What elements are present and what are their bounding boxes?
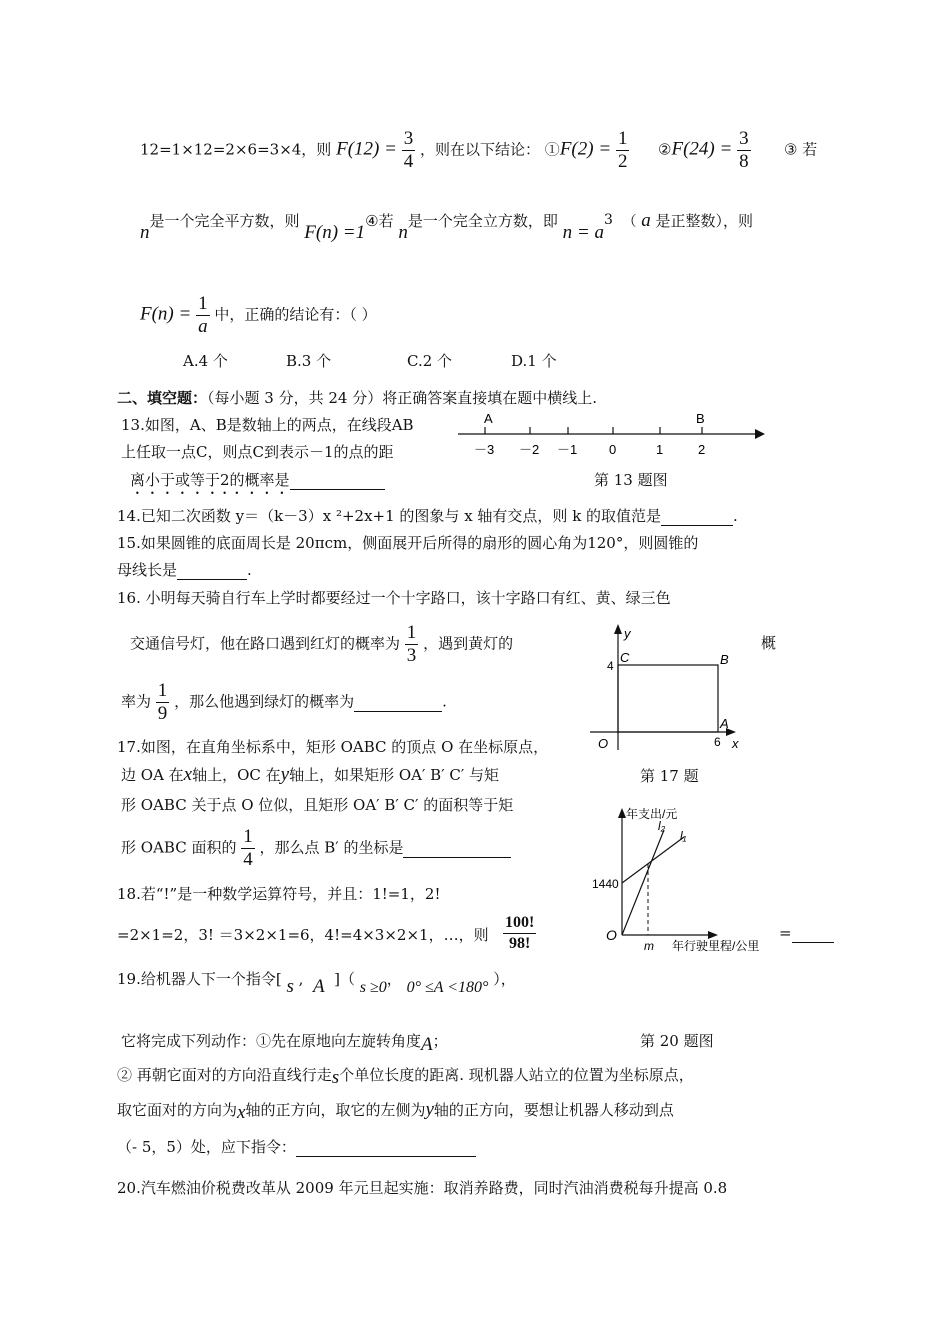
- q13-line2: 上任取一点C，则点C到表示－1的点的距: [121, 443, 394, 461]
- answer-blank: [290, 471, 385, 490]
- y-value-label: 1440: [592, 877, 619, 891]
- point-a-label: A: [720, 716, 729, 731]
- q17-figure: [590, 622, 760, 757]
- q12-line3-frac: [196, 293, 210, 338]
- line-l1: [622, 837, 684, 883]
- x-label: 年行驶里程/公里: [672, 939, 760, 953]
- q17-text: 轴上，如果矩形 OA′ B′ C′ 与矩: [289, 766, 500, 784]
- q12-text: 是一个完全立方数，即: [407, 212, 558, 230]
- point-a-label: A: [484, 411, 493, 426]
- q15-text: 母线长是: [117, 561, 178, 579]
- tick-label: －3: [474, 442, 495, 457]
- q12-c2: F(24) =: [671, 138, 733, 160]
- var-y: y: [425, 1099, 434, 1120]
- q12-text: 中，正确的结论有：（ ）: [214, 305, 377, 324]
- section-heading: [117, 387, 597, 408]
- q12-option-b: B.3 个: [286, 352, 332, 370]
- tick-label: －1: [557, 442, 578, 457]
- answer-blank: [661, 507, 733, 526]
- q12-option-a: A.4 个: [183, 352, 228, 370]
- l1-label: l₁: [680, 829, 687, 843]
- q15-line2: 母线长是 .: [117, 561, 252, 579]
- q17-line3: 形 OABC 关于点 O 位似，且矩形 OA′ B′ C′ 的面积等于矩: [121, 796, 514, 814]
- q12-eq: n = a: [562, 222, 604, 243]
- q17-line2: [121, 764, 499, 786]
- x-value-label: 6: [714, 735, 721, 749]
- q12-text: ，则在以下结论：: [420, 140, 541, 159]
- point-b-label: B: [720, 652, 729, 667]
- q17-text: 边 OA 在: [121, 766, 184, 784]
- q19-text: （- 5，5）处，应下指令：: [117, 1138, 296, 1156]
- q17-text: 轴上，OC 在: [192, 766, 281, 784]
- q15-line1: 15.如果圆锥的底面周长是 20πcm，侧面展开后所得的扇形的圆心角为120°，则圆锥的: [117, 534, 699, 552]
- point-c-label: C: [620, 650, 630, 665]
- q16-frac: [156, 680, 170, 725]
- tick-label: 2: [698, 442, 706, 457]
- q12-mark: ③ 若: [784, 140, 818, 159]
- q12-c1: F(2) =: [559, 138, 612, 160]
- q12-c2-frac: [737, 128, 751, 173]
- tick-label: －2: [519, 442, 540, 457]
- q19-text: ），: [493, 970, 516, 988]
- q13-text: 离小于或等于2的概率是: [130, 471, 290, 489]
- q19-text: 取它面对的方向为: [117, 1101, 238, 1119]
- frac-num: 100!: [503, 913, 536, 934]
- q19-text: 个单位长度的距离. 现机器人站立的位置为坐标原点，: [339, 1066, 694, 1084]
- q17-text: ，那么点 B′ 的坐标是: [259, 838, 404, 857]
- var-n: n: [140, 222, 150, 243]
- var-a: A: [312, 976, 325, 997]
- number-line-figure: [450, 408, 770, 466]
- var-y: y: [280, 764, 290, 785]
- q18-line2: =2×1=2，3! ＝3×2×1=6，4!=4×3×2×1，…，则: [117, 926, 489, 944]
- arrow-icon: [614, 624, 622, 634]
- q16-trailing: 概: [761, 634, 777, 652]
- q19-text: 轴的正方向，要想让机器人移动到点: [433, 1101, 674, 1119]
- frac-num: 1: [198, 293, 208, 314]
- tick-label: 0: [609, 442, 617, 457]
- q18-frac: [503, 913, 536, 954]
- q16-text: 交通信号灯，他在路口遇到红灯的概率为: [130, 634, 401, 653]
- l2-label: l₂: [658, 819, 666, 833]
- frac-num: 1: [406, 622, 417, 643]
- frac-den: 4: [243, 849, 253, 870]
- y-value-label: 4: [607, 659, 614, 673]
- frac-num: 3: [739, 128, 749, 149]
- q12-text: 是一个完全平方数，则: [149, 212, 300, 230]
- var-x: x: [237, 1102, 246, 1123]
- q19-line1: 19.给机器人下一个指令[ s , A ]（ s ≥0， 0° ≤A <180° ），: [117, 970, 516, 997]
- tick-label: 1: [656, 442, 664, 457]
- frac-num: 1: [243, 826, 253, 847]
- q17-frac: [241, 826, 255, 871]
- q19-line5: [117, 1136, 476, 1157]
- q19-text: ]（: [334, 970, 355, 988]
- frac-num: 1: [157, 680, 168, 701]
- arrow-icon: [755, 429, 765, 439]
- q19-text: 轴的正方向，取它的左侧为: [245, 1101, 426, 1119]
- q12-fn: F(n) =: [140, 303, 192, 325]
- answer-blank: [177, 561, 247, 580]
- q12-text: ④若: [365, 212, 394, 230]
- y-label: 年支出/元: [626, 807, 678, 821]
- point-b-label: B: [696, 411, 705, 426]
- q16-frac: [405, 622, 419, 667]
- origin-label: O: [606, 927, 617, 943]
- factorial-frac: [503, 913, 536, 954]
- q16-line1: 16. 小明每天骑自行车上学时都要经过一个十字路口，该十字路口有红、黄、绿三色: [117, 589, 671, 607]
- q19-text: 19.给机器人下一个指令[: [117, 970, 282, 988]
- q16-text: ，那么他遇到绿灯的概率为: [174, 692, 355, 711]
- frac-den: 9: [157, 703, 168, 724]
- var-s: s: [331, 1067, 340, 1088]
- q12-text: 12=1×12=2×6=3×4，则: [140, 140, 332, 159]
- q20-figure: [592, 800, 772, 955]
- q16-text: ，遇到黄灯的: [423, 634, 514, 653]
- q16-line2: [130, 622, 513, 667]
- q19-text: ② 再朝它面对的方向沿直线行走: [117, 1066, 332, 1084]
- var-s: s: [286, 976, 294, 997]
- q16-text: 率为: [121, 692, 152, 711]
- y-label: y: [624, 626, 631, 641]
- arrow-icon: [618, 808, 626, 818]
- q19-text: ；: [432, 1032, 448, 1050]
- q12-line3: [140, 293, 377, 338]
- frac-num: 1: [617, 128, 628, 149]
- rectangle-oabc: [618, 665, 718, 732]
- answer-blank: [792, 924, 834, 943]
- frac-den: 4: [403, 151, 414, 172]
- q12-mark: ②: [658, 140, 672, 159]
- q13-line1: 13.如图，A、B是数轴上的两点，在线段AB: [121, 416, 414, 434]
- q14-text: 14.已知二次函数 y＝（k－3）x ²+2x+1 的图象与 x 轴有交点，则 k 的取值范是: [117, 507, 662, 525]
- q19-line4: [117, 1099, 674, 1121]
- q17-text: 形 OABC 面积的: [121, 838, 237, 857]
- line-l2: [622, 830, 664, 935]
- q12-f12-frac: [402, 128, 416, 173]
- q12-line2: [140, 208, 754, 243]
- frac-den: 8: [739, 151, 749, 172]
- cond-a: 0° ≤A <180°: [406, 979, 489, 996]
- q12-text: 是正整数），则: [655, 212, 754, 230]
- q18-answer: [779, 924, 834, 943]
- q14-line: 14.已知二次函数 y＝（k－3）x ²+2x+1 的图象与 x 轴有交点，则 k 的取值范是 .: [117, 507, 738, 525]
- q17-line4: [121, 826, 511, 871]
- frac-den: 2: [617, 151, 628, 172]
- exponent: 3: [604, 212, 613, 228]
- q12-mark: ①: [544, 140, 560, 159]
- answer-blank: [296, 1138, 476, 1157]
- frac-den: 98!: [509, 935, 531, 952]
- answer-blank: [354, 693, 442, 712]
- var-n: n: [398, 222, 408, 243]
- q19-line3: [117, 1064, 694, 1086]
- answer-blank: [403, 839, 511, 858]
- var-x: x: [183, 764, 193, 785]
- q16-line3: 率为 $\frac{1}{9}$ ，那么他遇到绿灯的概率为 .: [121, 680, 447, 724]
- arrow-icon: [708, 931, 718, 939]
- q18-line1: 18.若“!”是一种数学运算符号，并且：1!=1，2!: [117, 885, 441, 903]
- q12-f12: F(12) =: [336, 138, 397, 160]
- m-label: m: [644, 939, 654, 953]
- var-a: A: [421, 1034, 433, 1055]
- q12-fn: F(n) =1: [304, 222, 366, 243]
- q20-line1: 20.汽车燃油价税费改革从 2009 年元旦起实施：取消养路费，同时汽油消费税每升提高 0.8: [117, 1179, 728, 1197]
- q12-option-d: D.1 个: [511, 352, 557, 370]
- frac-den: a: [198, 316, 208, 337]
- q17-caption: 第 17 题: [640, 767, 699, 785]
- q13-line3: [130, 469, 385, 498]
- q19-text: 它将完成下列动作：①先在原地向左旋转角度: [121, 1032, 422, 1050]
- section-note: （每小题 3 分，共 24 分）将正确答案直接填在题中横线上.: [207, 389, 597, 407]
- q18-eq: =: [779, 924, 792, 942]
- q12-text: （: [622, 214, 637, 230]
- q13-caption: 第 13 题图: [594, 471, 668, 489]
- q12-c1-frac: [616, 128, 630, 173]
- q20-caption: 第 20 题图: [640, 1032, 714, 1050]
- frac-den: 3: [406, 645, 417, 666]
- q17-line1: 17.如图，在直角坐标系中，矩形 OABC 的顶点 O 在坐标原点，: [117, 738, 549, 756]
- q19-line2: [121, 1030, 448, 1055]
- q12-option-c: C.2 个: [407, 352, 453, 370]
- cond-s: s ≥0: [359, 979, 387, 996]
- origin-label: O: [598, 736, 609, 751]
- section-title: 二、填空题：: [117, 389, 208, 407]
- x-label: x: [732, 736, 739, 751]
- var-a: a: [641, 210, 651, 231]
- q12-line1: [140, 128, 817, 173]
- frac-num: 3: [403, 128, 414, 149]
